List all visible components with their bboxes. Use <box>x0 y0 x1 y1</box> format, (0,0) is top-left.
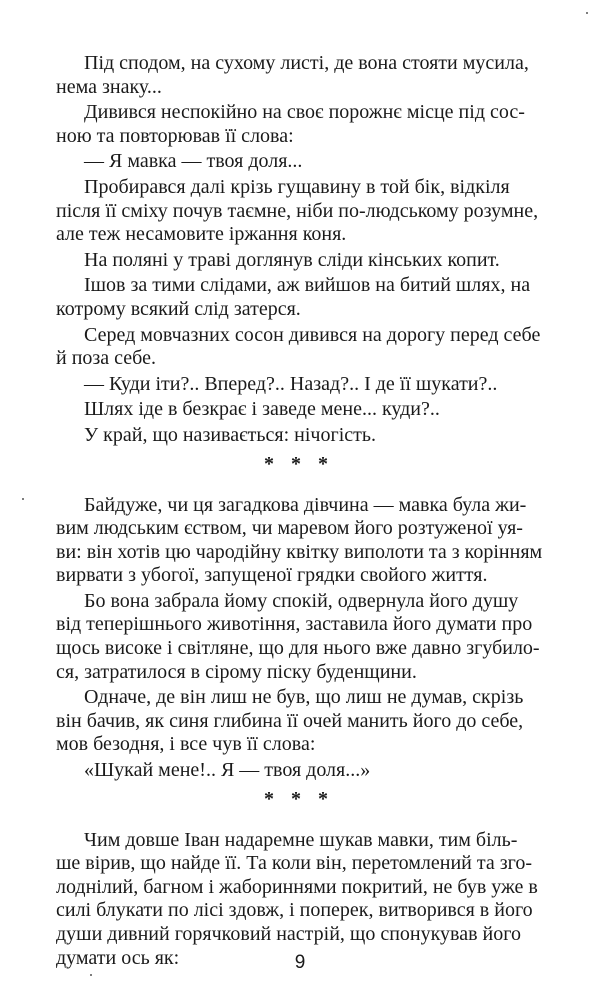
text-line: мов безодня, і все чув її слова: <box>56 733 316 756</box>
text-line: лоднілий, багном і жабориннями покритий, не був уже в <box>56 875 538 898</box>
paragraph <box>56 52 542 99</box>
paragraph <box>56 759 542 783</box>
paragraph <box>56 590 542 684</box>
text-line: Одначе, де він лиш не був, що лиш не думав, скрізь <box>84 686 524 709</box>
text-line: ся, затратилося в сірому піску буденщини. <box>56 660 417 683</box>
text-line: ною та повторював її слова: <box>56 124 294 147</box>
text-line: вим людським єством, чи маревом його розтуженої уя- <box>56 517 523 540</box>
paragraph <box>56 274 542 321</box>
text-line: ви: він хотів цю чародійну квітку виполоти та з корінням <box>56 540 543 563</box>
section-separator: * * * <box>264 787 334 810</box>
text-line: ше вірив, що найде її. Та коли він, перетомлений та зго- <box>56 852 532 875</box>
paragraph <box>56 373 542 397</box>
text-line: души дивний горячковий настрій, що спонукував його <box>56 923 521 945</box>
text-line: думати ось як: <box>56 946 180 969</box>
text-line: й поза себе. <box>56 347 156 370</box>
paragraph <box>56 424 542 448</box>
paragraph <box>56 829 542 971</box>
text-line: щось високе і світляне, що для нього вже давно згубило- <box>56 637 540 660</box>
text-line: вирвати з убогої, запущеної грядки свойого життя. <box>56 564 488 587</box>
scan-speck <box>22 498 24 500</box>
text-line: Пробирався далі крізь гущавину в той бік, відкіля <box>84 175 510 198</box>
text-line: Шлях іде в безкрає і заведе мене... куди?.. <box>84 398 440 421</box>
paragraph <box>56 494 542 588</box>
text-line: — Куди іти?.. Вперед?.. Назад?.. І де її шукати?.. <box>84 372 498 395</box>
text-line: від теперішнього животіння, заставила його думати про <box>56 613 533 636</box>
text-line: На поляні у траві доглянув сліди кінських копит. <box>84 248 500 271</box>
paragraph <box>56 101 542 148</box>
page-body <box>56 52 542 972</box>
text-line: Серед мовчазних сосон дивився на дорогу перед себе <box>84 323 541 346</box>
text-line: У край, що називається: нічогість. <box>84 423 376 446</box>
text-line: Байдуже, чи ця загадкова дівчина — мавка була жи- <box>84 493 527 516</box>
text-line: Ішов за тими слідами, аж вийшов на битий шлях, на <box>84 274 531 297</box>
paragraph <box>56 324 542 371</box>
page-number: 9 <box>294 952 306 973</box>
text-line: нема знаку... <box>56 75 162 98</box>
text-line: Бо вона забрала йому спокій, одвернула його душу <box>84 589 519 612</box>
text-line: але теж несамовите іржання коня. <box>56 223 347 246</box>
paragraph <box>56 176 542 247</box>
text-line: Під сподом, на сухому листі, де вона стояти мусила, <box>84 52 529 74</box>
text-line: після її сміху почув таємне, ніби по-людському розумне, <box>56 199 539 222</box>
text-line: котрому всякий слід затерся. <box>56 297 301 320</box>
scan-speck <box>90 974 92 976</box>
paragraph <box>56 150 542 174</box>
text-line: Дивився неспокійно на своє порожнє місце під сос- <box>84 101 525 124</box>
paragraph <box>56 249 542 273</box>
text-line: — Я мавка — твоя доля... <box>84 150 303 173</box>
paragraph <box>56 686 542 757</box>
text-line: він бачив, як синя глибина її очей манить його до себе, <box>56 709 524 732</box>
text-line: «Шукай мене!.. Я — твоя доля...» <box>84 759 371 782</box>
text-line: Чим довше Іван надаремне шукав мавки, тим біль- <box>84 828 518 851</box>
text-line: силі блукати по лісі здовж, і поперек, витворився в його <box>56 899 533 922</box>
scan-speck <box>586 12 588 14</box>
section-separator: * * * <box>264 452 334 475</box>
paragraph <box>56 398 542 422</box>
